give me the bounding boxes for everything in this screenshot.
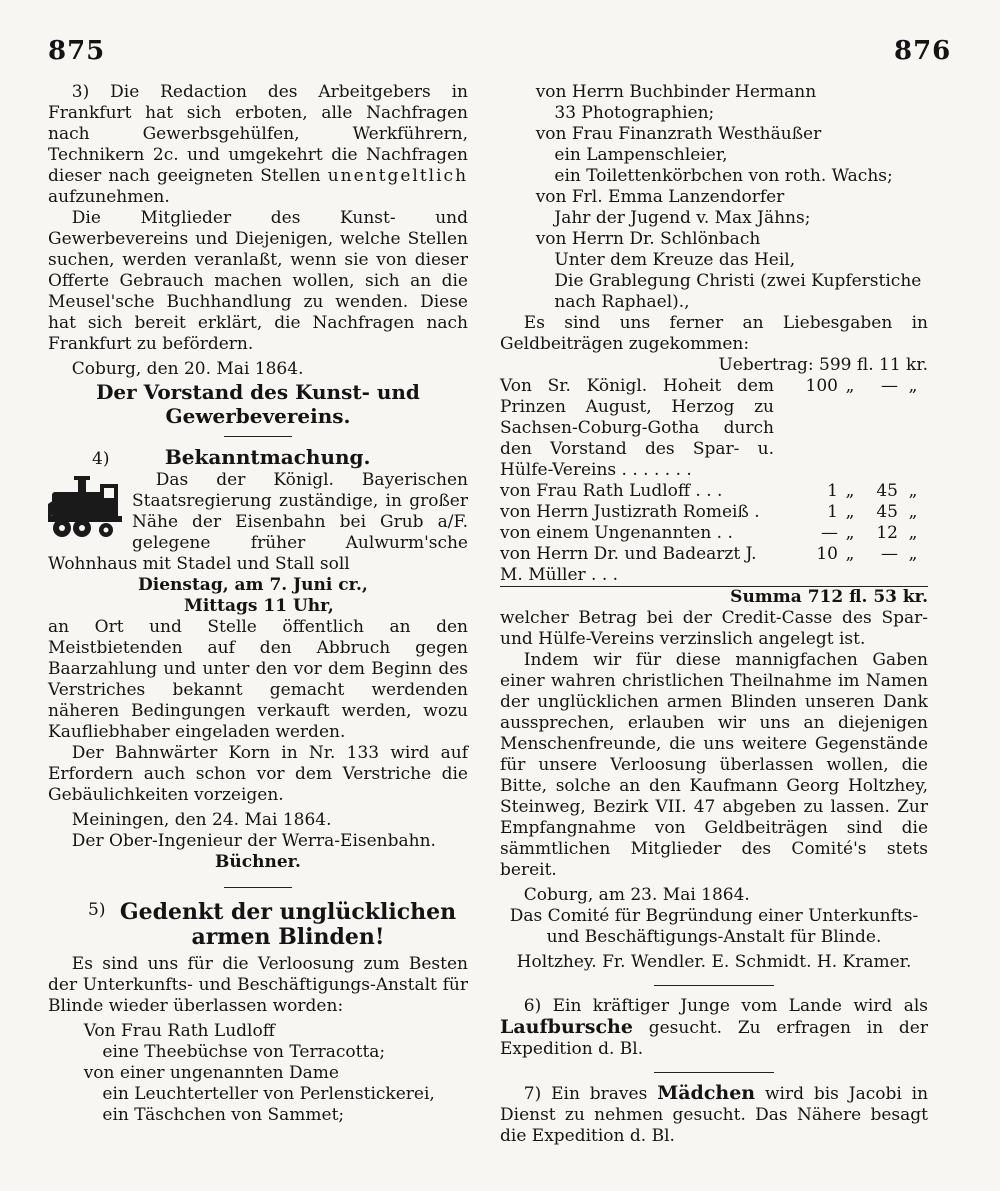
donation-kreuzer: 12 [876,523,898,543]
ditto-mark: „ [908,481,918,501]
donation-kreuzer: — [881,376,898,396]
donation-row [500,502,928,523]
donation-row [500,523,928,544]
notice-5-continued [500,82,928,973]
ditto-mark: „ [908,376,918,396]
gift-line: von Herrn Buchbinder Hermann [535,82,817,102]
divider [224,887,292,888]
notice-5-title: Gedenkt der unglücklichen armen Blinden! [119,899,457,950]
notice-7-emphasis: Mädchen [657,1082,756,1104]
notice-4-title: Bekanntmachung. [164,445,371,469]
ditto-mark: „ [908,544,918,564]
committee-date: Coburg, am 23. Mai 1864. [523,885,750,905]
donation-kreuzer: — [881,544,898,564]
gift-line: Die Grablegung Christi (zwei Kupferstiche nach Raphael)., [554,271,922,312]
notice-5-number: 5) [88,900,106,920]
notice-6-emphasis: Laufbursche [500,1016,633,1038]
donation-donor: von Frau Rath Ludloff . . . [500,481,723,501]
notice-4-signature: Der Ober-Ingenieur der Werra-Eisenbahn. [71,831,436,851]
notice-4 [48,447,468,873]
donation-row [500,544,928,587]
notice-4-paragraph-2: an Ort und Stelle öffentlich an den Meistbietenden auf den Abbruch gegen Baarzahlung und unter den vor dem Beginn des Verstriches bekannt gemacht werdenden näheren Bedingungen verkauft werden, wozu Kaufliebhaber eingeladen werden. [48,617,468,742]
ditto-mark: „ [908,523,918,543]
ditto-mark: „ [845,523,855,543]
notice-3-text: Die Redaction des Arbeitgebers in Frankfurt hat sich erboten, alle Nachfragen nach Gewerbsgehülfen, Werkführern, Technikern 2c. und umgekehrt die Nachfragen dieser nach geeigneten Stellen [48,82,468,186]
gift-line: Unter dem Kreuze das Heil, [554,250,796,270]
notice-6-number: 6) [523,996,542,1016]
gift-line: ein Toilettenkörbchen von roth. Wachs; [554,166,893,186]
left-column [48,82,468,1126]
donation-gulden: 10 [816,544,838,564]
notice-6 [500,996,928,1060]
notice-3-date: Coburg, den 20. Mai 1864. [71,359,304,379]
donation-gulden: — [821,523,838,543]
thanks-paragraph: Indem wir für diese mannigfachen Gaben einer wahren christlichen Theilnahme im Namen der unglücklichen armen Blinden unseren Dank aussprechen, erlauben wir uns an diejenigen Menschenfreunde, die uns weitere Gegenstände für unsere Verloosung überlassen wollen, die Bitte, solche an den Kaufmann Georg Holtzhey, Steinweg, Bezirk VII. 47 abgeben zu lassen. Zur Empfangnahme von Geldbeiträgen sind die sämmtlichen Mitglieder des Comité's stets bereit. [500,650,928,880]
donation-donor: Von Sr. Königl. Hoheit dem Prinzen August, Herzog zu Sachsen-Coburg-Gotha durch den Vorstand des Spar- u. Hülfe-Vereins . . . . . . . [500,376,774,480]
donations-intro: Es sind uns ferner an Liebesgaben in Geldbeiträgen zugekommen: [500,313,928,354]
notice-3-text-end: aufzunehmen. [48,187,170,207]
notice-6-paragraph [500,996,928,1060]
notice-4-time-line: Mittags 11 Uhr, [184,596,334,616]
committee-signature-2: und Beschäftigungs-Anstalt für Blinde. [546,927,882,947]
notice-3-paragraph-2: Die Mitglieder des Kunst- und Gewerbevereins und Diejenigen, welche Stellen suchen, werden veranlaßt, wenn sie von dieser Offerte Gebrauch machen wollen, sich an die Meusel'sche Buchhandlung zu wenden. Diese hat sich bereit erklärt, die Nachfragen nach Frankfurt zu befördern. [48,208,468,354]
donation-donor: von Herrn Dr. und Badearzt J. M. Müller . . . [500,544,757,585]
gift-line: ein Täschchen von Sammet; [102,1105,345,1125]
page-number-left: 875 [48,36,106,66]
notice-4-name: Büchner. [215,852,301,872]
carry-over-line: Uebertrag: 599 fl. 11 kr. [718,355,928,375]
committee-members: Holtzhey. Fr. Wendler. E. Schmidt. H. Kramer. [516,952,912,972]
committee-signature-1: Das Comité für Begründung einer Unterkunfts- [509,906,919,926]
donation-kreuzer: 45 [876,481,898,501]
notice-4-heading [48,447,468,470]
right-column [500,82,928,1147]
ditto-mark: „ [908,502,918,522]
donation-row [500,376,928,481]
notice-5 [48,900,468,1126]
gift-line: Von Frau Rath Ludloff [83,1021,275,1041]
notice-3-number: 3) [71,82,90,102]
notice-7-number: 7) [523,1084,542,1104]
donations-list [500,376,928,587]
donation-gulden: 100 [805,376,838,396]
sum-line: Summa 712 fl. 53 kr. [730,587,928,607]
divider [224,436,292,437]
gift-line: ein Lampenschleier, [554,145,728,165]
notice-3 [48,82,468,428]
donation-gulden: 1 [827,502,838,522]
notice-5-paragraph-1: Es sind uns für die Verloosung zum Besten der Unterkunfts- und Beschäftigungs-Anstalt für Blinde wieder überlassen worden: [48,954,468,1016]
donation-row [500,481,928,502]
notice-3-emphasis: unentgeltlich [327,166,469,186]
notice-3-signature: Der Vorstand des Kunst- und Gewerbevereins. [96,380,420,428]
gift-line: 33 Photographien; [554,103,715,123]
notice-7-text: Ein braves [551,1084,648,1104]
notice-7-paragraph [500,1083,928,1147]
gift-line: von Herrn Dr. Schlönbach [535,229,761,249]
page-number-right: 876 [894,36,952,66]
notice-6-text: Ein kräftiger Junge vom Lande wird als [552,996,929,1016]
ditto-mark: „ [845,481,855,501]
notice-4-paragraph-3: Der Bahnwärter Korn in Nr. 133 wird auf Erfordern auch schon vor dem Verstriche die Gebäulichkeiten vorzeigen. [48,743,468,805]
donation-gulden: 1 [827,481,838,501]
divider [654,1072,774,1073]
notice-4-date-line: Dienstag, am 7. Juni cr., [138,575,368,595]
donations-deposit-note: welcher Betrag bei der Credit-Casse des Spar- und Hülfe-Vereins verzinslich angelegt ist. [500,608,928,649]
notice-7-text-end: wird bis Jacobi in Dienst zu nehmen gesucht. Das Nähere besagt die Expedition d. Bl. [500,1084,929,1146]
ditto-mark: „ [845,376,855,396]
gift-line: von einer ungenannten Dame [83,1063,339,1083]
donation-donor: von einem Ungenannten . . [500,523,733,543]
locomotive-icon [48,474,122,540]
ditto-mark: „ [845,502,855,522]
gift-line: Jahr der Jugend v. Max Jähns; [554,208,811,228]
notice-4-number: 4) [92,449,110,469]
notice-4-paragraph-1: Das der Königl. Bayerischen Staatsregierung zuständige, in großer Nähe der Eisenbahn bei Grub a/F. gelegene früher Aulwurm'sche Wohnhaus mit Stadel und Stall soll [48,470,468,574]
ditto-mark: „ [845,544,855,564]
donation-donor: von Herrn Justizrath Romeiß . [500,502,760,522]
gift-line: von Frl. Emma Lanzendorfer [535,187,785,207]
notice-7 [500,1083,928,1147]
donation-kreuzer: 45 [876,502,898,522]
notice-3-paragraph-1 [48,82,468,208]
notice-6-text-end: gesucht. Zu erfragen in der Expedition d. Bl. [500,1018,928,1059]
divider [654,985,774,986]
gift-line: von Frau Finanzrath Westhäußer [535,124,822,144]
notice-4-date: Meiningen, den 24. Mai 1864. [71,810,332,830]
gift-line: eine Theebüchse von Terracotta; [102,1042,386,1062]
gift-line: ein Leuchterteller von Perlenstickerei, [102,1084,435,1104]
